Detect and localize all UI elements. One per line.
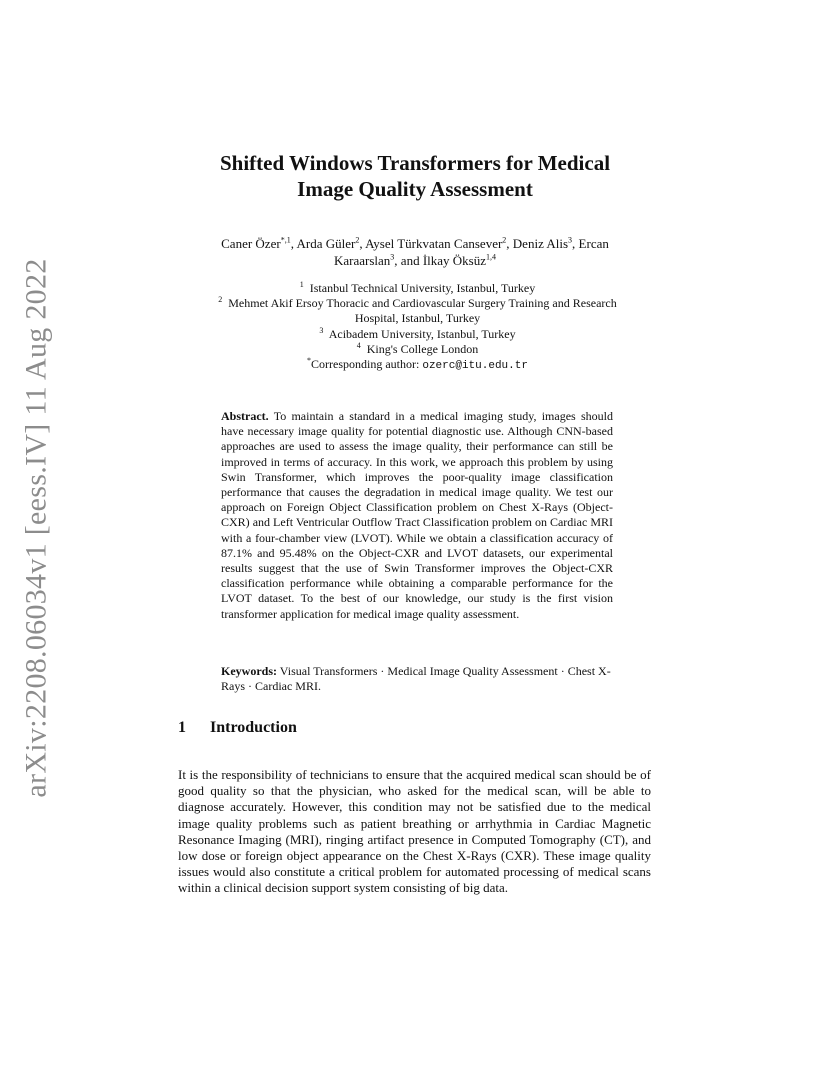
affiliation-1-text: Istanbul Technical University, Istanbul, Turkey: [309, 281, 536, 295]
affiliation-2-text: Mehmet Akif Ersoy Thoracic and Cardiovascular Surgery Training and Research: [228, 296, 617, 311]
author-ilkay: , and İlkay Öksüz: [394, 253, 486, 268]
author-list: [170, 235, 660, 269]
paper-title-line-1: Shifted Windows Transformers for Medical: [219, 151, 611, 175]
affiliation-4-mark: 4: [356, 340, 361, 350]
author-aysel-mark: 2: [502, 235, 507, 245]
author-caner-mark: *,1: [280, 235, 291, 245]
affiliation-4-text: King's College London: [366, 341, 479, 356]
keywords-text: Visual Transformers · Medical Image Quality Assessment · Chest X-Rays · Cardiac MRI.: [221, 664, 611, 694]
abstract: [221, 409, 613, 622]
abstract-text: To maintain a standard in a medical imaging study, images should have necessary image quality for potential diagnostic use. Although CNN-based approaches are used to assess the image quality, their performance can still be improved in terms of accuracy. In this work, we approach this problem by using Swin Transformer, which improves the poor-quality image classification performance that causes the degradation in medical image quality. We test our approach on Foreign Object Classification problem on Chest X-Rays (Object-CXR) and Left Ventricular Outflow Tract Classification problem on Cardiac MRI with a four-chamber view (LVOT). While we obtain a classification accuracy of 87.1% and 95.48% on the Object-CXR and LVOT datasets, our experimental results suggest that the use of Swin Transformer improves the Object-CXR classification performance while obtaining a comparable performance for the LVOT dataset. To the best of our knowledge, our study is the first vision transformer application for medical image quality assessment.: [221, 409, 613, 621]
corresponding-author-label: Corresponding author:: [311, 357, 423, 372]
affiliation-1: [180, 281, 655, 296]
arxiv-identifier-stamp: [17, 257, 57, 798]
author-ilkay-mark: 1,4: [486, 252, 496, 262]
author-ercan: , Ercan: [572, 236, 609, 251]
corresponding-author: [180, 357, 655, 374]
author-arda-mark: 2: [355, 235, 360, 245]
affiliation-1-mark: 1: [299, 280, 304, 289]
author-line-1: [170, 235, 660, 252]
author-karaarslan: Karaarslan: [333, 253, 391, 268]
affiliation-4: [180, 342, 655, 357]
author-line-2: [170, 252, 660, 269]
author-caner: Caner Özer: [221, 236, 281, 251]
affiliation-2-mark: 2: [218, 295, 223, 305]
author-arda: , Arda Güler: [290, 236, 356, 251]
affiliation-3-text: Acibadem University, Istanbul, Turkey: [328, 326, 516, 341]
paper-title-line-2: Image Quality Assessment: [297, 177, 533, 201]
author-aysel: , Aysel Türkvatan Cansever: [359, 236, 503, 251]
author-deniz-mark: 3: [568, 235, 573, 245]
section-number: 1: [178, 719, 186, 736]
affiliation-2-continued: [180, 311, 655, 326]
keywords-label: Keywords:: [221, 664, 277, 678]
affiliation-2-text-continued: Hospital, Istanbul, Turkey: [354, 311, 481, 326]
abstract-label: Abstract.: [221, 409, 269, 423]
corresponding-author-email: ozerc@itu.edu.tr: [422, 360, 528, 373]
author-karaarslan-mark: 3: [390, 252, 395, 262]
affiliation-3-mark: 3: [319, 325, 324, 335]
author-deniz: , Deniz Alis: [506, 236, 569, 251]
section-title: Introduction: [210, 719, 297, 736]
corresponding-author-mark: *: [307, 356, 312, 366]
section-heading-introduction: [178, 719, 297, 737]
paper-title: [160, 150, 670, 202]
affiliation-3: [180, 327, 655, 342]
affiliation-list: [180, 281, 655, 374]
affiliation-2: [180, 296, 655, 311]
keywords: [221, 664, 613, 694]
arxiv-identifier-text: arXiv:2208.06034v1 [eess.IV] 11 Aug 2022: [20, 257, 53, 798]
introduction-paragraph: It is the responsibility of technicians to ensure that the acquired medical scan should be of good quality so that the physician, who asked for the medical scan, will be able to diagnose accurately. However, this condition may not be satisfied due to the medical image quality problems such as patient breathing or arrhythmia in Cardiac Magnetic Resonance Imaging (MRI), ringing artifact presence in Computed Tomography (CT), and low dose or foreign object appearance on the Chest X-Rays (CXR). These image quality issues would also constitute a critical problem for automated processing of medical scans within a clinical decision support system consisting of big data.: [178, 767, 651, 896]
